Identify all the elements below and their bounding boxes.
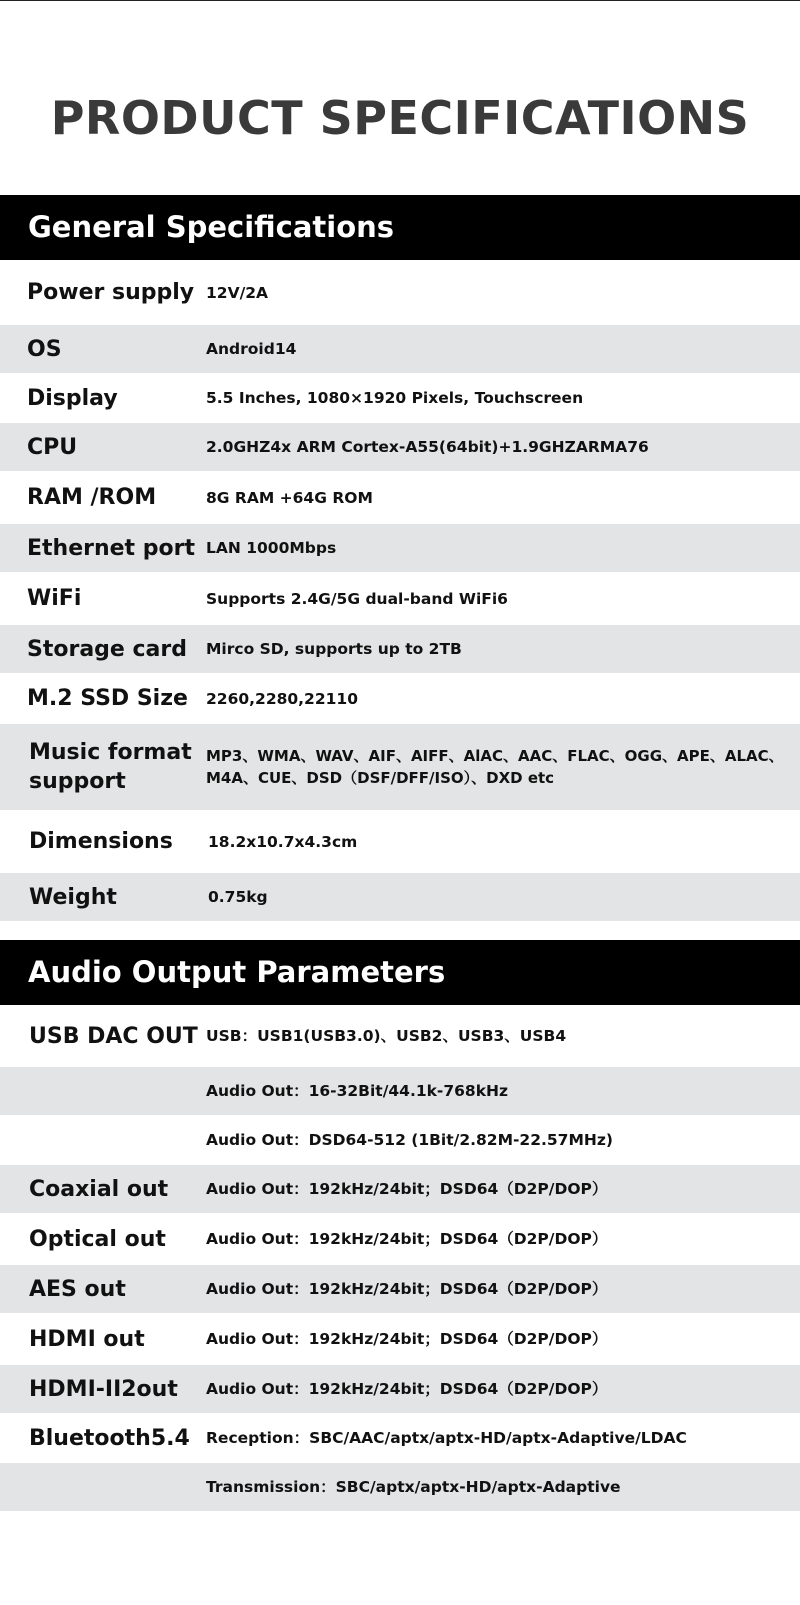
section-header-audio: Audio Output Parameters [0, 940, 800, 1005]
spec-label: WiFi [27, 586, 82, 611]
audio-row-hdmi-out [0, 1313, 800, 1365]
spec-value: Audio Out：192kHz/24bit；DSD64（D2P/DOP） [206, 1230, 608, 1248]
spec-label: OS [27, 336, 62, 362]
audio-row-hdmi-iis-out [0, 1365, 800, 1413]
spec-value: 2260,2280,22110 [206, 689, 358, 708]
top-border [0, 0, 800, 1]
spec-value: 12V/2A [206, 283, 269, 302]
spec-row-storage-card [0, 625, 800, 673]
spec-value: Transmission：SBC/aptx/aptx-HD/aptx-Adaptive [206, 1478, 621, 1496]
spec-label [29, 1463, 209, 1511]
spec-value: Audio Out：DSD64-512 (1Bit/2.82M-22.57MHz) [206, 1131, 613, 1149]
spec-value: Audio Out：192kHz/24bit；DSD64（D2P/DOP） [206, 1280, 608, 1298]
spec-value: Audio Out：192kHz/24bit；DSD64（D2P/DOP） [206, 1330, 608, 1348]
spec-label [29, 1067, 209, 1115]
audio-row-coaxial-out [0, 1165, 800, 1213]
audio-row-usb-audio-out-pcm [0, 1067, 800, 1115]
audio-row-usb-dac-out [0, 1005, 800, 1067]
spec-label: Music format support [29, 740, 192, 794]
spec-label: RAM /ROM [27, 485, 157, 510]
spec-value: 18.2x10.7x4.3cm [208, 832, 358, 851]
page-title: PRODUCT SPECIFICATIONS [50, 91, 750, 145]
spec-label: Bluetooth5.4 [29, 1425, 190, 1451]
spec-value: Supports 2.4G/5G dual-band WiFi6 [206, 589, 508, 608]
spec-value: Android14 [206, 340, 297, 358]
spec-value: LAN 1000Mbps [206, 539, 337, 557]
spec-label: CPU [27, 434, 78, 460]
spec-label: Storage card [27, 636, 187, 662]
audio-row-bluetooth-transmission [0, 1463, 800, 1511]
audio-row-aes-out [0, 1265, 800, 1313]
spec-value: 0.75kg [208, 888, 268, 906]
spec-value: MP3、WMA、WAV、AIF、AIFF、AlAC、AAC、FLAC、OGG、APE、ALAC、M4A、CUE、DSD（DSF/DFF/ISO）、DXD etc [206, 747, 784, 787]
spec-row-dimensions [0, 810, 800, 873]
spec-label: HDMI out [29, 1326, 145, 1352]
spec-label [29, 1115, 209, 1165]
spec-value: Audio Out：16-32Bit/44.1k-768kHz [206, 1082, 509, 1100]
spec-label: M.2 SSD Size [27, 686, 188, 711]
audio-row-optical-out [0, 1213, 800, 1265]
spec-value: 2.0GHZ4x ARM Cortex-A55(64bit)+1.9GHZARMA76 [206, 438, 649, 456]
spec-value: Audio Out：192kHz/24bit；DSD64（D2P/DOP） [206, 1380, 608, 1398]
spec-label: HDMI-II2out [29, 1376, 178, 1402]
spec-label: Ethernet port [27, 535, 195, 561]
spec-row-wifi [0, 572, 800, 625]
section-header-general: General Specifications [0, 195, 800, 260]
spec-label: Optical out [29, 1226, 166, 1252]
spec-label: Power supply [27, 280, 195, 305]
spec-value: 5.5 Inches, 1080×1920 Pixels, Touchscreen [206, 389, 584, 407]
spec-label: Display [27, 385, 118, 411]
spec-label: AES out [29, 1276, 126, 1302]
spec-row-music-format [0, 724, 800, 810]
spec-label: Coaxial out [29, 1176, 169, 1202]
spec-row-display [0, 373, 800, 423]
spec-value: Mirco SD, supports up to 2TB [206, 640, 462, 658]
spec-row-ram-rom [0, 471, 800, 524]
spec-row-cpu [0, 423, 800, 471]
spec-label: USB DAC OUT [29, 1023, 198, 1049]
spec-row-weight [0, 873, 800, 921]
spec-value: USB：USB1(USB3.0)、USB2、USB3、USB4 [206, 1027, 567, 1045]
spec-value: Reception：SBC/AAC/aptx/aptx-HD/aptx-Adaptive/LDAC [206, 1429, 687, 1447]
audio-row-usb-audio-out-dsd [0, 1115, 800, 1165]
spec-label: Weight [29, 884, 117, 910]
spec-row-ethernet-port [0, 524, 800, 572]
spec-row-power-supply [0, 260, 800, 325]
spec-label: Dimensions [29, 829, 173, 854]
spec-row-m2-ssd-size [0, 673, 800, 724]
spec-value: Audio Out：192kHz/24bit；DSD64（D2P/DOP） [206, 1180, 608, 1198]
spec-row-os [0, 325, 800, 373]
audio-row-bluetooth-reception [0, 1413, 800, 1463]
spec-value: 8G RAM +64G ROM [206, 488, 373, 507]
